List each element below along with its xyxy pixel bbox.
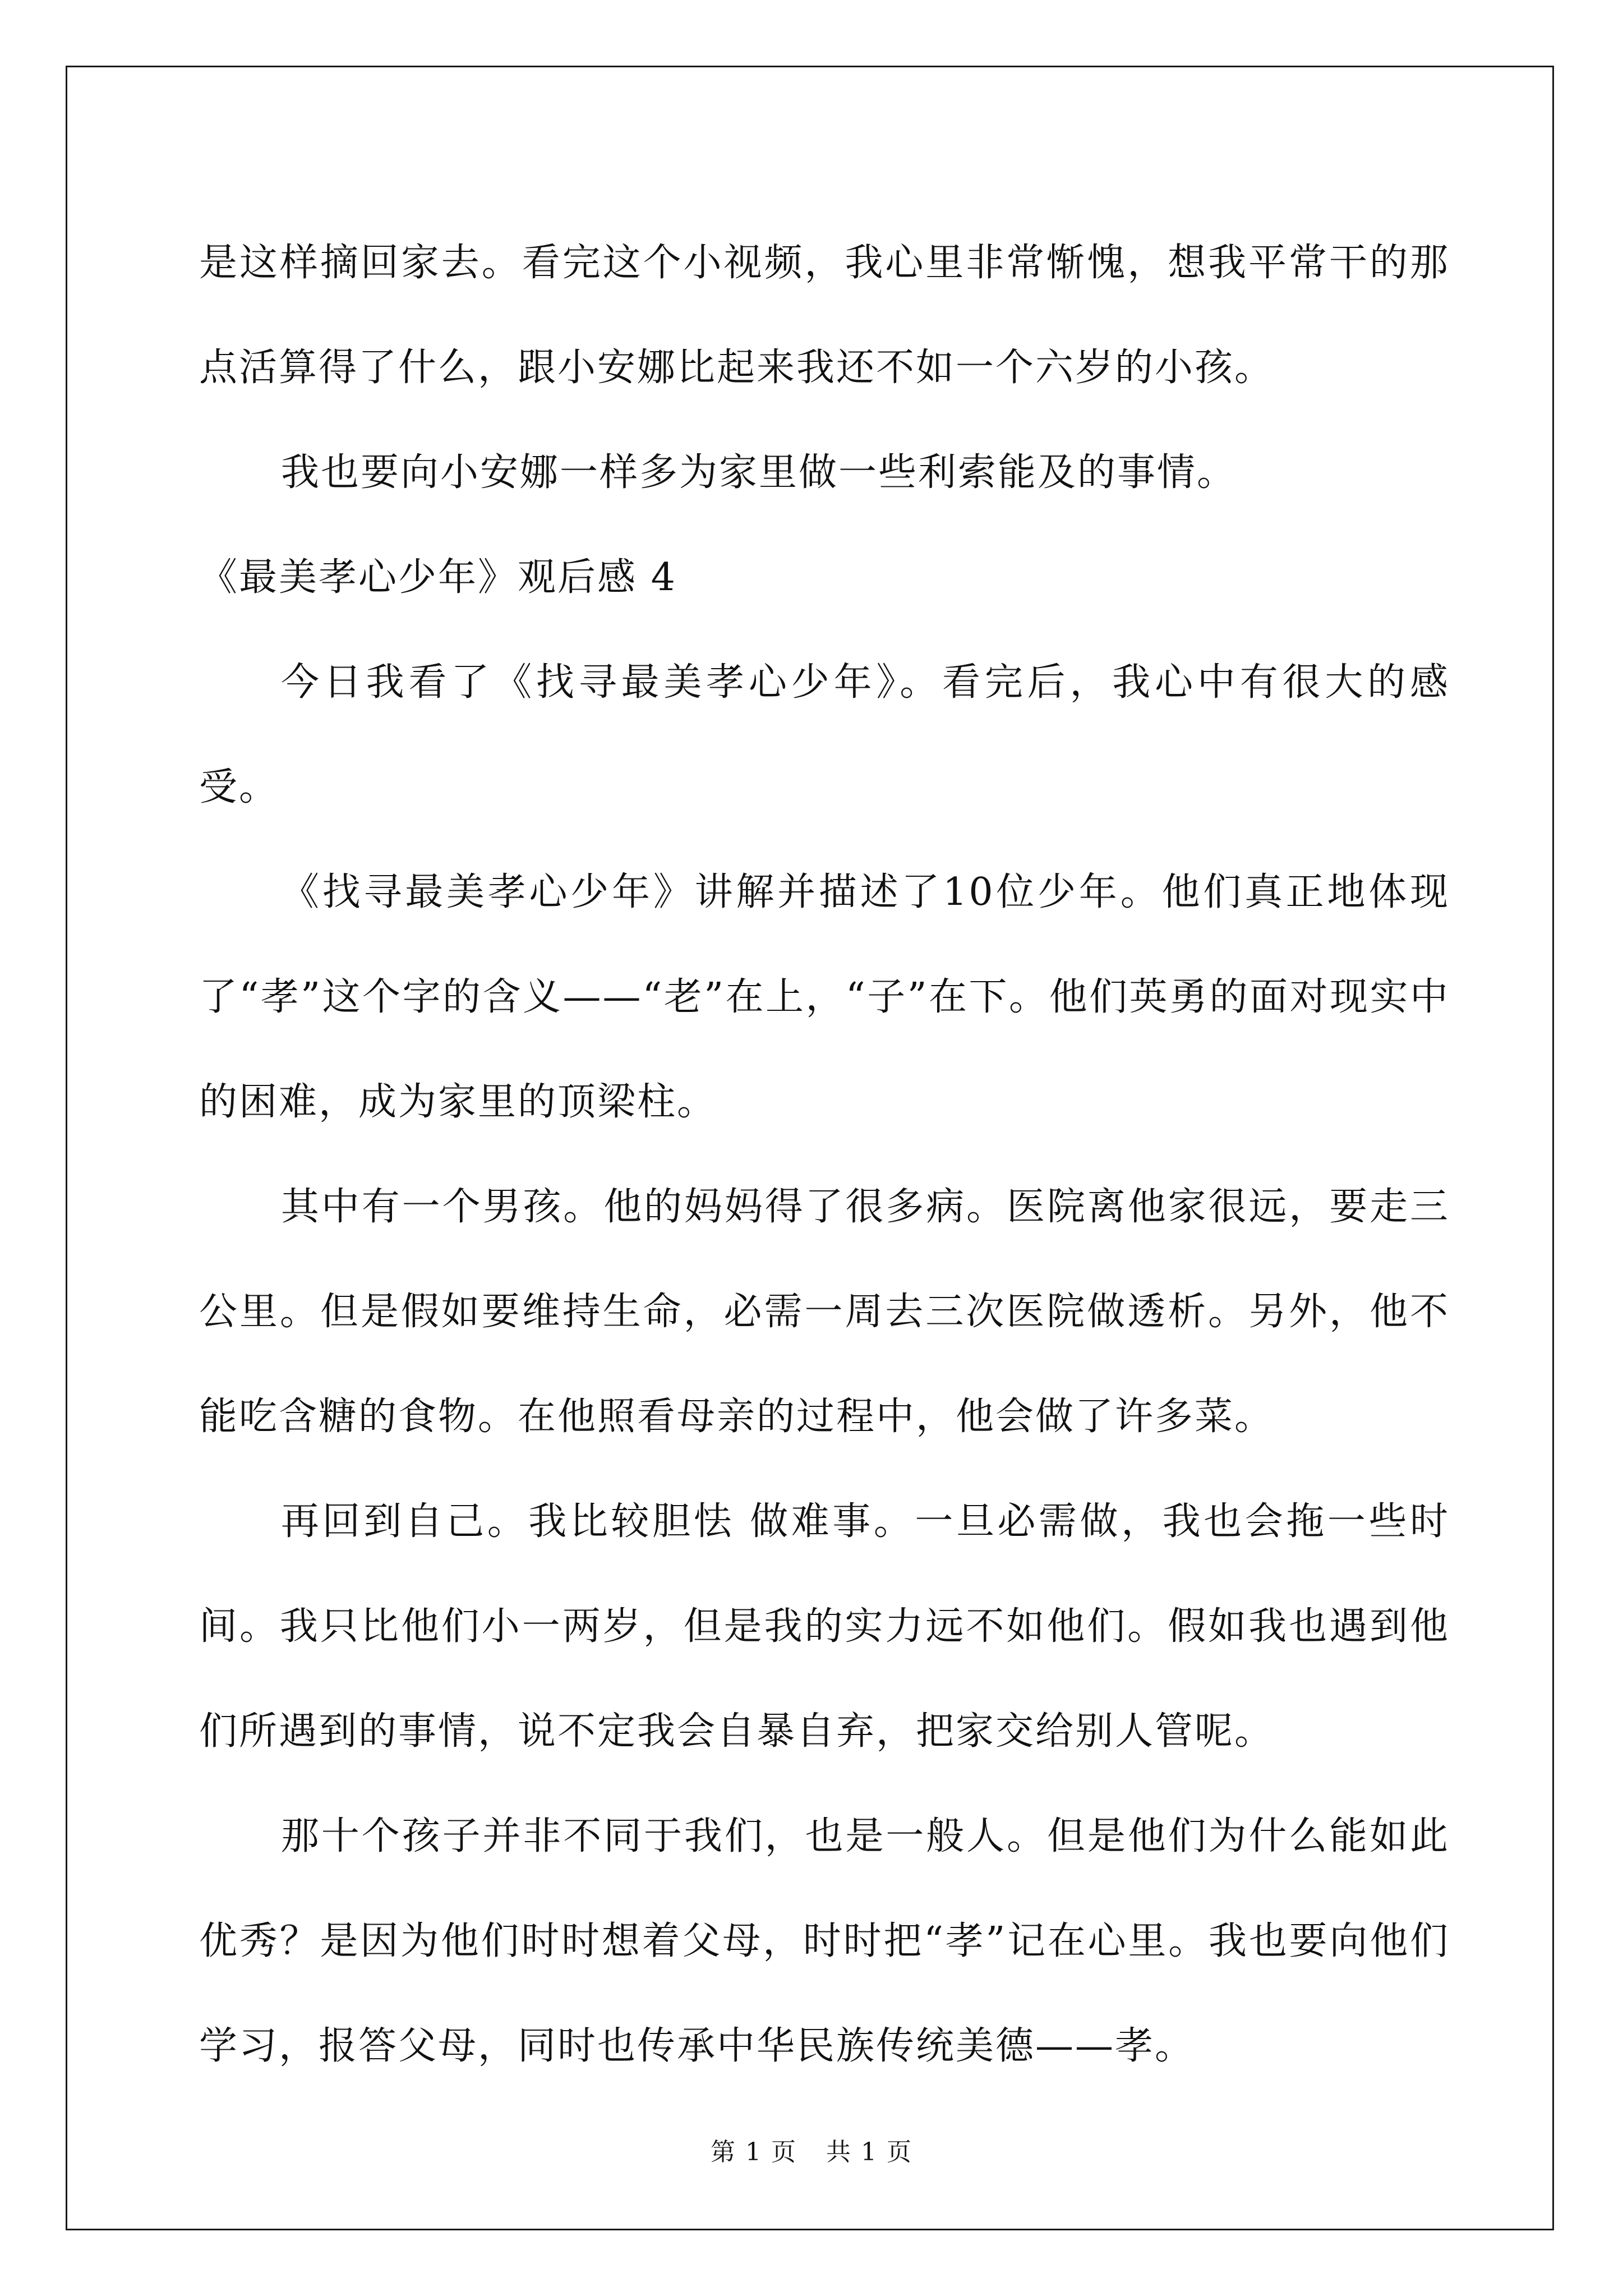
page-total: 共 1 页 (826, 2138, 912, 2166)
section-heading: 《最美孝心少年》观后感 4 (199, 555, 677, 600)
paragraph: 那十个孩子并非不同于我们，也是一般人。但是他们为什么能如此优秀？是因为他们时时想着父母，时时把“孝”记在心里。我也要向他们学习，报答父母，同时也传承中华民族传统美德——孝。 (199, 1814, 1450, 2068)
page-number: 第 1 页 (711, 2138, 797, 2166)
paragraph: 《找寻最美孝心少年》讲解并描述了10位少年。他们真正地体现了“孝”这个字的含义——“老”在上，“子”在下。他们英勇的面对现实中的困难，成为家里的顶梁柱。 (199, 870, 1450, 1124)
paragraph: 今日我看了《找寻最美孝心少年》。看完后，我心中有很大的感受。 (199, 660, 1450, 809)
paragraph: 我也要向小安娜一样多为家里做一些利索能及的事情。 (281, 450, 1237, 495)
paragraph-continuation: 是这样摘回家去。看完这个小视频，我心里非常惭愧，想我平常干的那点活算得了什么，跟小安娜比起来我还不如一个六岁的小孩。 (199, 241, 1450, 390)
document-body (199, 210, 1450, 2099)
paragraph: 再回到自己。我比较胆怯 做难事。一旦必需做，我也会拖一些时间。我只比他们小一两岁，但是我的实力远不如他们。假如我也遇到他们所遇到的事情，说不定我会自暴自弃，把家交给别人管呢。 (199, 1499, 1450, 1754)
paragraph: 其中有一个男孩。他的妈妈得了很多病。医院离他家很远，要走三公里。但是假如要维持生命，必需一周去三次医院做透析。另外，他不能吃含糖的食物。在他照看母亲的过程中，他会做了许多菜。 (199, 1185, 1450, 1439)
page-footer (0, 2132, 1623, 2168)
